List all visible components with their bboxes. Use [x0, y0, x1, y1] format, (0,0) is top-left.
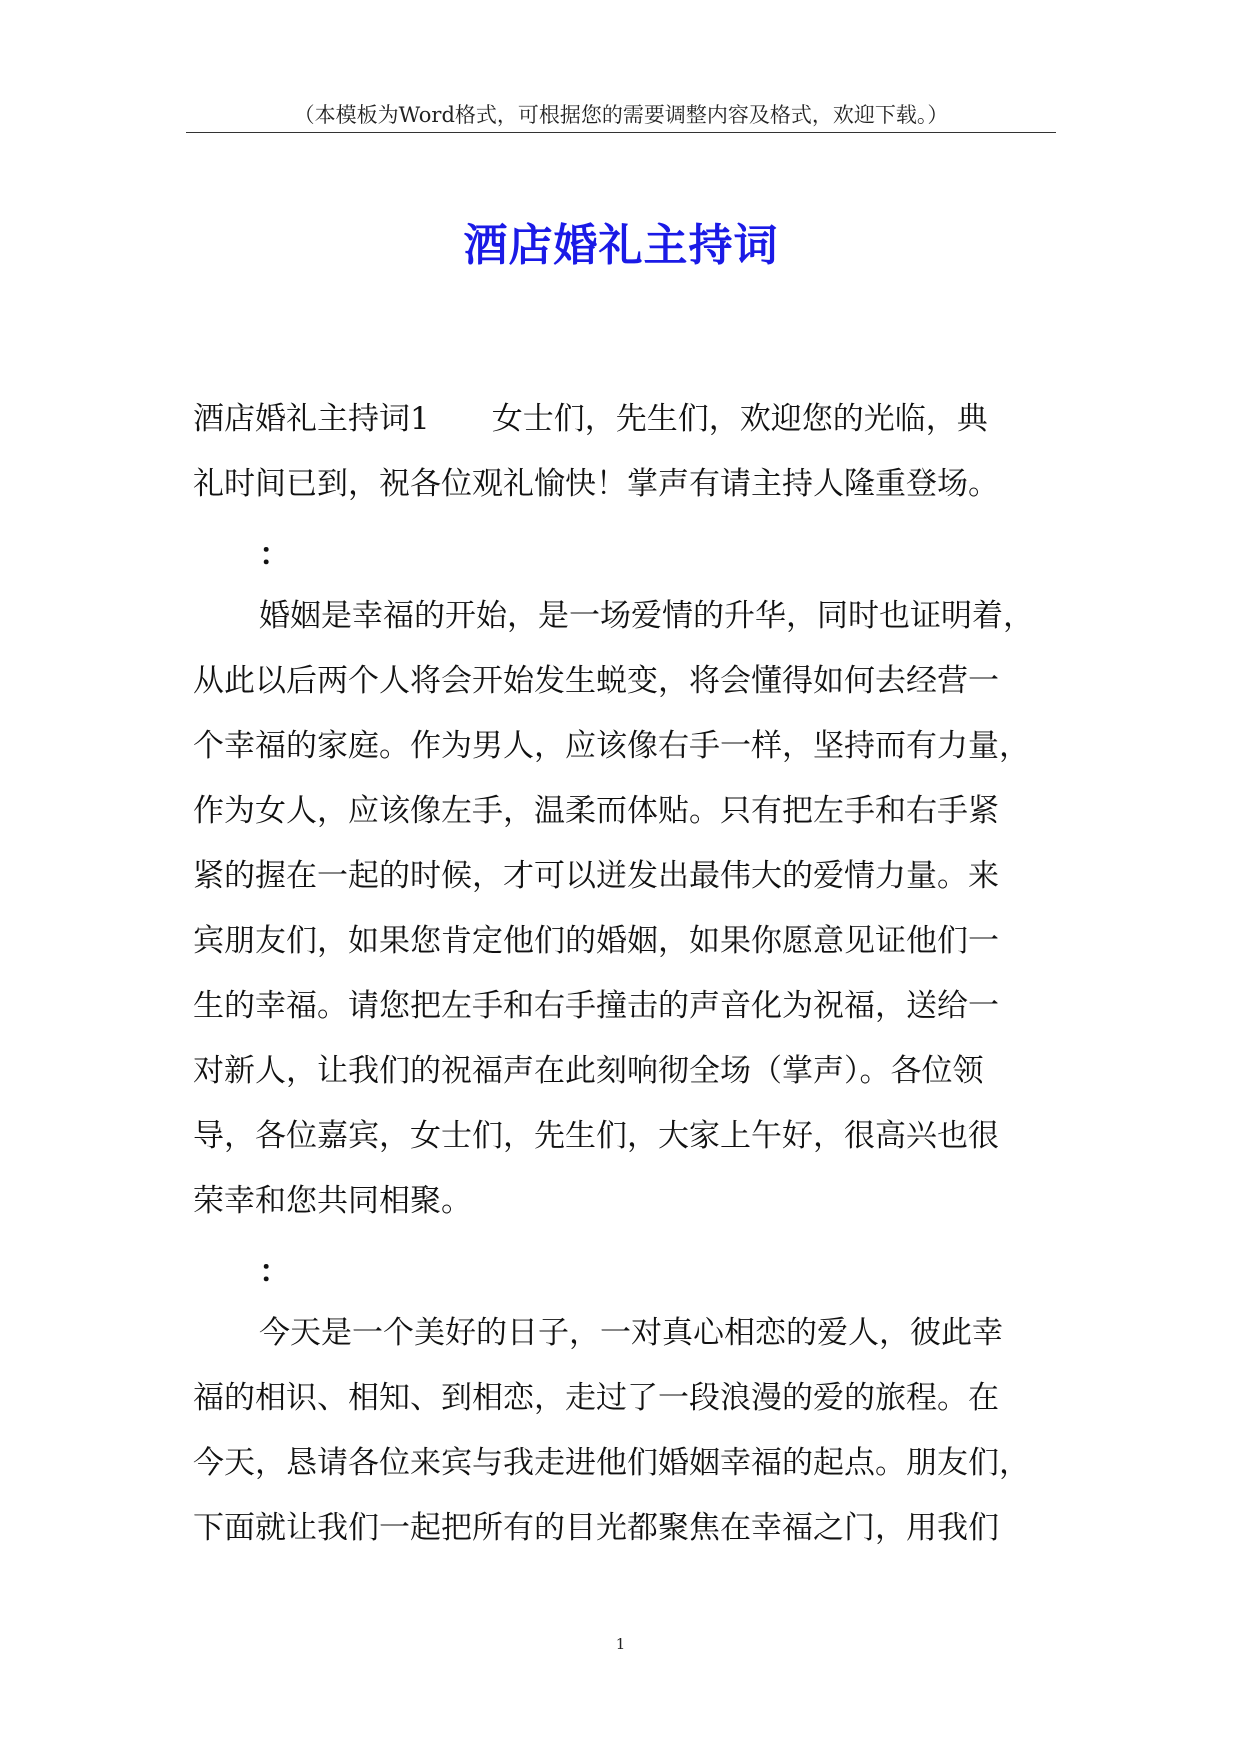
paragraph2-line-4: 作为女人，应该像左手，温柔而体贴。只有把左手和右手紧: [193, 793, 999, 829]
paragraph3-line-3: 今天，恳请各位来宾与我走进他们婚姻幸福的起点。朋友们，: [193, 1445, 1030, 1481]
paragraph2-line-8: 对新人，让我们的祝福声在此刻响彻全场（掌声）。各位领: [193, 1053, 984, 1089]
section1-line-1: 酒店婚礼主持词1 女士们，先生们，欢迎您的光临，典: [193, 401, 988, 437]
paragraph2-line-7: 生的幸福。请您把左手和右手撞击的声音化为祝福，送给一: [193, 988, 999, 1024]
paragraph2-line-2: 从此以后两个人将会开始发生蜕变，将会懂得如何去经营一: [193, 663, 999, 699]
paragraph2-line-6: 宾朋友们，如果您肯定他们的婚姻，如果你愿意见证他们一: [193, 923, 999, 959]
document-title: 酒店婚礼主持词: [463, 220, 779, 271]
paragraph2-line-1: 婚姻是幸福的开始，是一场爱情的升华，同时也证明着，: [259, 598, 1034, 634]
header-note: （本模板为Word格式，可根据您的需要调整内容及格式，欢迎下载。）: [293, 103, 949, 127]
paragraph2-line-5: 紧的握在一起的时候，才可以迸发出最伟大的爱情力量。来: [193, 858, 999, 894]
paragraph2-line-9: 导，各位嘉宾，女士们，先生们，大家上午好，很高兴也很: [193, 1118, 999, 1154]
speaker-colon-2: ：: [259, 1254, 290, 1290]
speaker-colon-1: ：: [259, 537, 290, 573]
header-divider: [186, 132, 1056, 133]
paragraph2-line-3: 个幸福的家庭。作为男人，应该像右手一样，坚持而有力量，: [193, 728, 1030, 764]
paragraph3-line-1: 今天是一个美好的日子，一对真心相恋的爱人，彼此幸: [259, 1315, 1003, 1351]
paragraph3-line-4: 下面就让我们一起把所有的目光都聚焦在幸福之门，用我们: [193, 1510, 999, 1546]
paragraph3-line-2: 福的相识、相知、到相恋，走过了一段浪漫的爱的旅程。在: [193, 1380, 999, 1416]
page-number: 1: [615, 1635, 626, 1653]
paragraph2-line-10: 荣幸和您共同相聚。: [193, 1183, 472, 1219]
section1-line-2: 礼时间已到，祝各位观礼愉快！掌声有请主持人隆重登场。: [193, 466, 999, 502]
